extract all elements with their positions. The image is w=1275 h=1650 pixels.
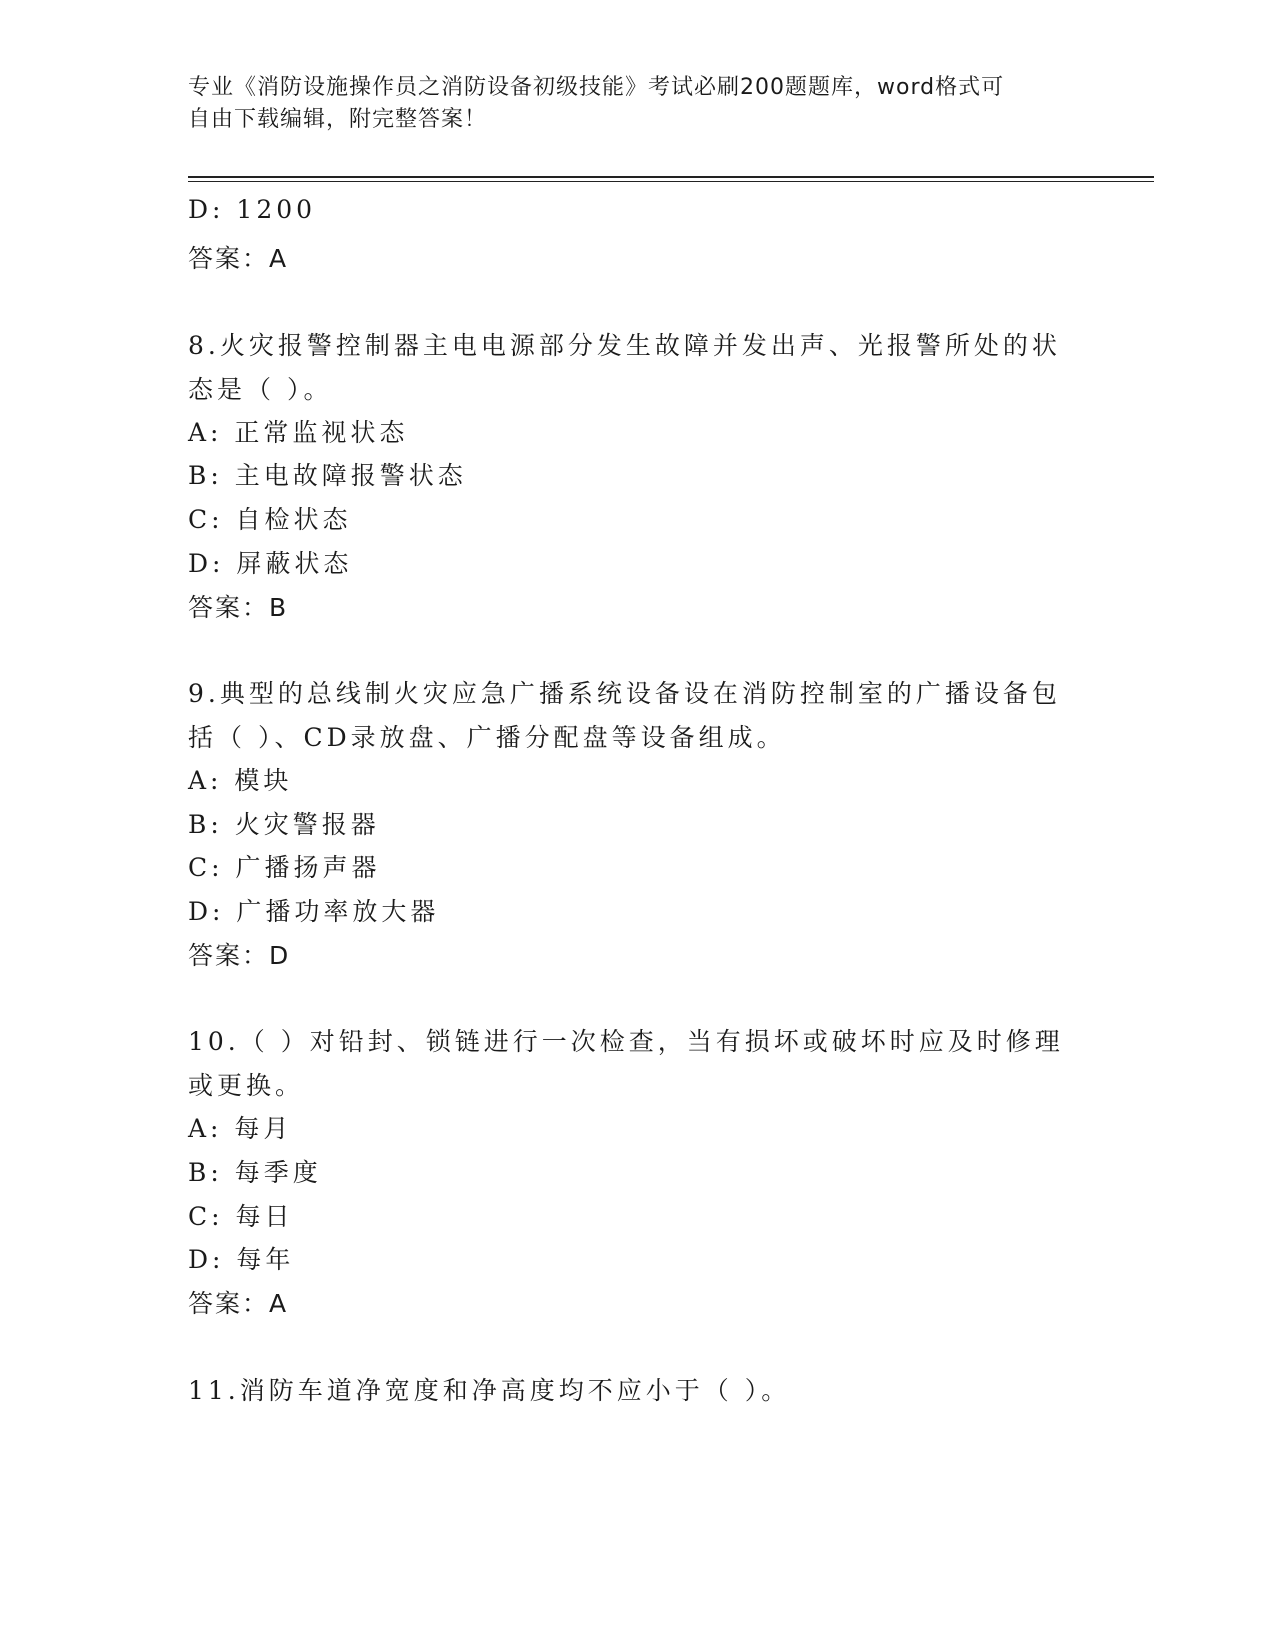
q8-option-c: C: 自检状态 <box>188 505 352 534</box>
q10-option-b: B: 每季度 <box>188 1158 322 1187</box>
q8-option-b: B: 主电故障报警状态 <box>188 461 467 490</box>
q8-answer: 答案：B <box>188 593 289 622</box>
q10-stem-line-1: 10.（ ）对铅封、锁链进行一次检查，当有损坏或破坏时应及时修理 <box>188 1027 1064 1056</box>
q9-stem-line-1: 9.典型的总线制火灾应急广播系统设备设在消防控制室的广播设备包 <box>188 679 1061 708</box>
header-line-1: 专业《消防设施操作员之消防设备初级技能》考试必刷200题题库，word格式可 <box>188 75 1005 100</box>
prev-option-d: D: 1200 <box>188 195 317 224</box>
q10-option-c: C: 每日 <box>188 1202 294 1231</box>
q10-option-a: A: 每月 <box>188 1114 293 1143</box>
q8-option-a: A: 正常监视状态 <box>188 418 409 447</box>
q9-option-a: A: 模块 <box>188 766 293 795</box>
header-divider-thick <box>188 176 1154 178</box>
document-header <box>188 72 1068 136</box>
header-divider-thin <box>188 181 1154 182</box>
q10-stem-line-2: 或更换。 <box>188 1071 305 1100</box>
prev-answer: 答案：A <box>188 244 289 273</box>
q10-answer: 答案：A <box>188 1289 289 1318</box>
q9-option-c: C: 广播扬声器 <box>188 853 381 882</box>
q9-stem-line-2: 括（ ）、CD录放盘、广播分配盘等设备组成。 <box>188 723 786 752</box>
q11-stem-line-1: 11.消防车道净宽度和净高度均不应小于（ ）。 <box>188 1376 791 1405</box>
q8-stem-line-1: 8.火灾报警控制器主电电源部分发生故障并发出声、光报警所处的状 <box>188 331 1061 360</box>
q9-option-b: B: 火灾警报器 <box>188 810 380 839</box>
q8-stem-line-2: 态是（ ）。 <box>188 375 333 404</box>
header-line-2: 自由下载编辑，附完整答案！ <box>188 107 488 132</box>
q9-answer: 答案：D <box>188 941 291 970</box>
q8-option-d: D: 屏蔽状态 <box>188 549 353 578</box>
q9-option-d: D: 广播功率放大器 <box>188 897 440 926</box>
q10-option-d: D: 每年 <box>188 1245 295 1274</box>
